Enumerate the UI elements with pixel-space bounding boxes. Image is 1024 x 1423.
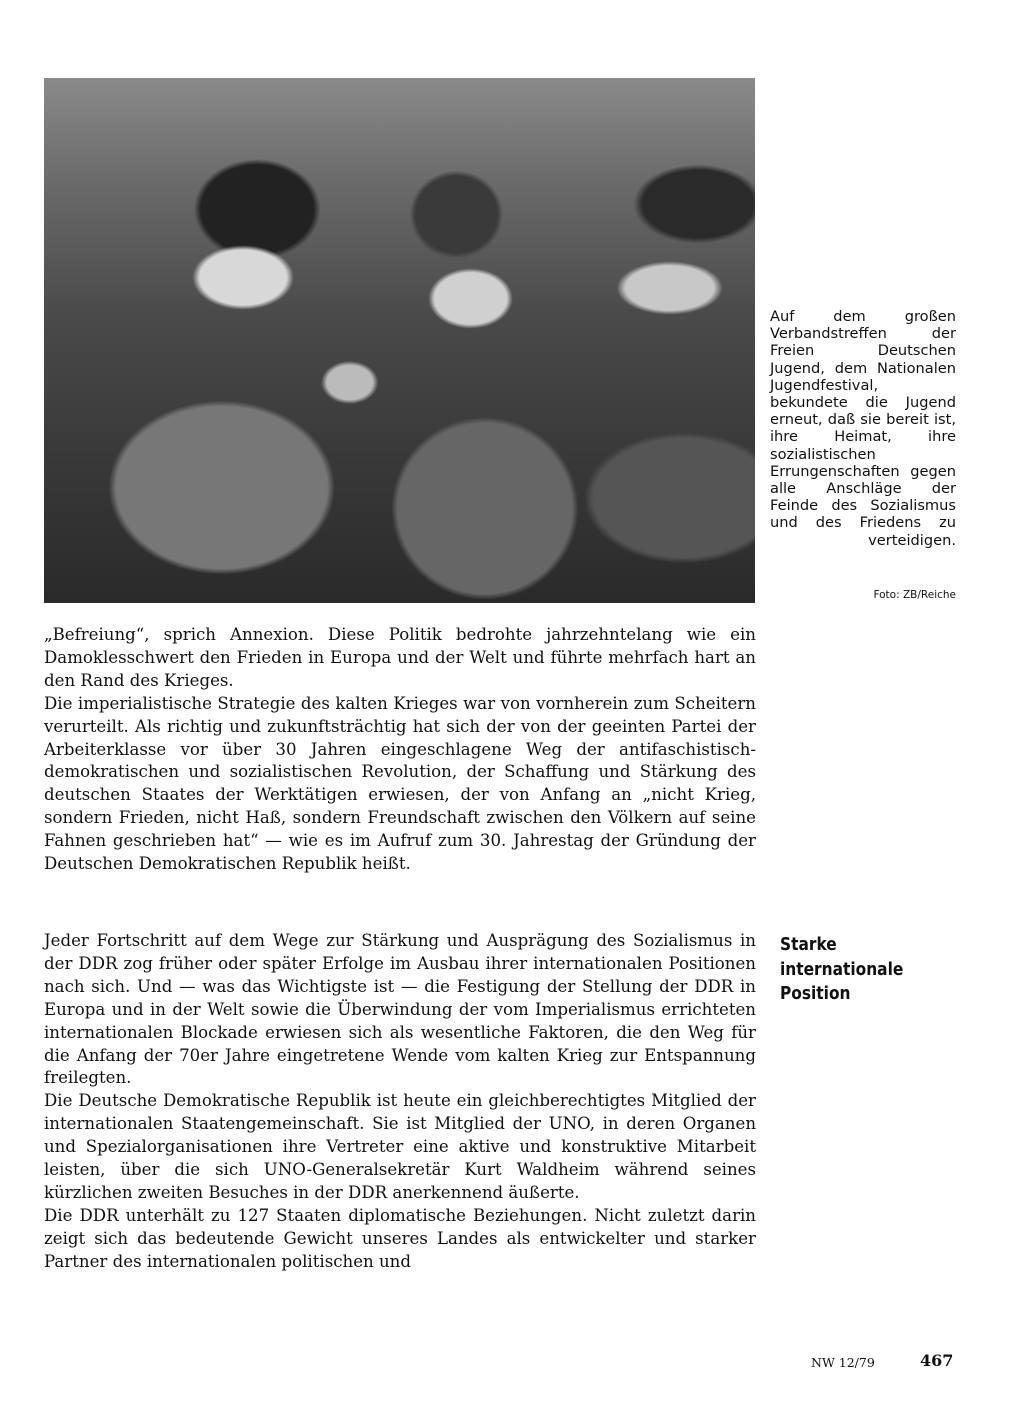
paragraph: Die imperialistische Strategie des kalten Krieges war von vornherein zum Scheitern verurteilt. Als richtig und zukunftsträchtig hat sich der von der geeinten Partei der Arbeiterklasse vor über 30 Jahren eingeschlagene Weg der antifaschistisch-demokratischen und sozialistischen Revolution, der Schaffung und Stärkung des deutschen Staates der Werktätigen erwiesen, der von Anfang an „nicht Krieg, sondern Frieden, nicht Haß, sondern Freundschaft zwischen den Völkern auf seine Fahnen geschrieben hat“ — wie es im Aufruf zum 30. Jahrestag der Gründung der Deutschen Demokratischen Republik heißt.	[44, 693, 756, 874]
issue-label: NW 12/79	[811, 1355, 875, 1370]
article-block-1	[44, 624, 756, 876]
side-heading-line: Starke	[780, 935, 837, 955]
side-heading	[780, 933, 956, 1007]
paragraph: Die DDR unterhält zu 127 Staaten diplomatische Beziehungen. Nicht zuletzt darin zeigt sich das bedeutende Gewicht unseres Landes als entwickelter und starker Partner des internationalen politischen und	[44, 1205, 756, 1271]
page-number: 467	[920, 1351, 954, 1370]
article-block-2	[44, 930, 756, 1274]
side-heading-line: Position	[780, 984, 851, 1004]
photo-credit: Foto: ZB/Reiche	[873, 589, 956, 601]
paragraph: „Befreiung“, sprich Annexion. Diese Politik bedrohte jahrzehntelang wie ein Damoklesschwert den Frieden in Europa und der Welt und führte mehrfach hart an den Rand des Krieges.	[44, 625, 756, 690]
photo-caption: Auf dem großen Verbandstreffen der Freien Deutschen Jugend, dem Nationalen Jugendfestival, bekundete die Jugend erneut, daß sie bereit ist, ihre Heimat, ihre sozialistischen Errungenschaften gegen alle Anschläge der Feinde des Sozialismus und des Friedens zu verteidigen.	[770, 308, 956, 549]
crowd-photo	[44, 78, 755, 603]
side-heading-line: internationale	[780, 959, 904, 980]
paragraph: Die Deutsche Demokratische Republik ist heute ein gleichberechtigtes Mitglied der internationalen Staatengemeinschaft. Sie ist Mitglied der UNO, in deren Organen und Spezialorganisationen ihre Vertreter eine aktive und konstruktive Mitarbeit leisten, über die sich UNO-Generalsekretär Kurt Waldheim während seines kürzlichen zweiten Besuches in der DDR anerkennend äußerte.	[44, 1091, 756, 1202]
paragraph: Jeder Fortschritt auf dem Wege zur Stärkung und Ausprägung des Sozialismus in der DDR zog früher oder später Erfolge im Ausbau ihrer internationalen Positionen nach sich. Und — was das Wichtigste ist — die Festigung der Stellung der DDR in Europa und in der Welt sowie die Überwindung der vom Imperialismus errichteten internationalen Blockade erwiesen sich als wesentliche Faktoren, die den Weg für die Anfang der 70er Jahre eingetretene Wende vom kalten Krieg zur Entspannung freilegten.	[44, 931, 756, 1088]
